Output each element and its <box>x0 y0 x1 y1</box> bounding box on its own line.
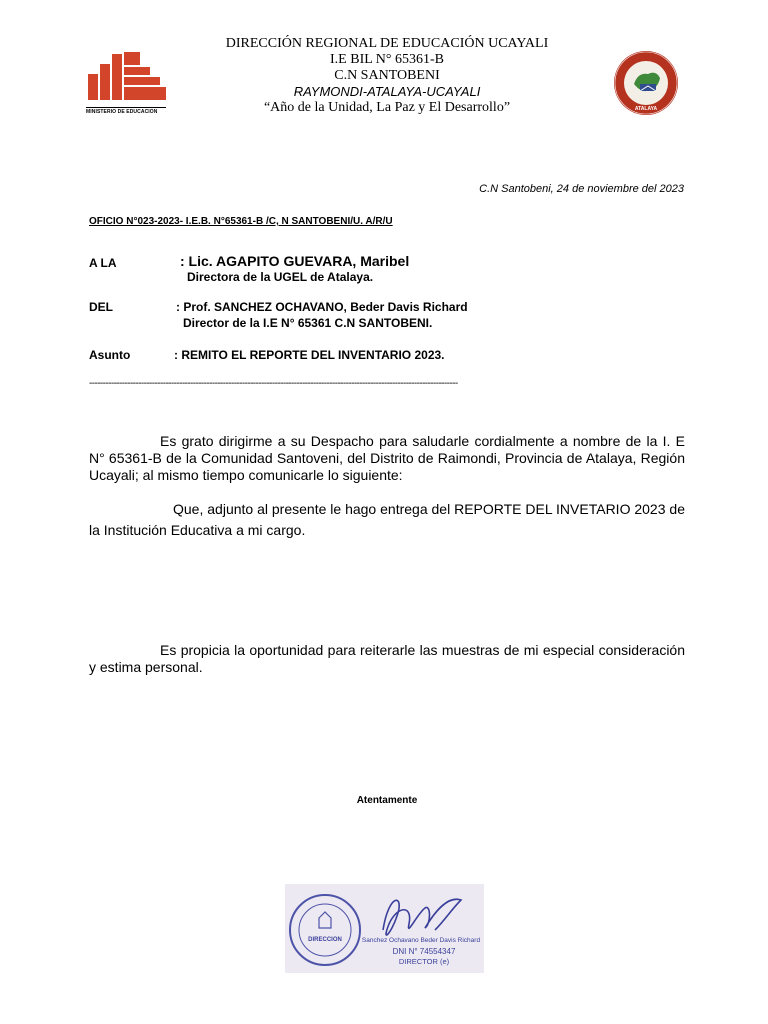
subject-label: Asunto <box>89 348 131 362</box>
stamp-title: DIRECTOR (e) <box>398 957 450 966</box>
seal-bottom-text: ATALAYA <box>634 106 658 112</box>
body-paragraph-3 <box>89 642 685 676</box>
body-paragraph-1-text: Es grato dirigirme a su Despacho para saludarle cordialmente a nombre de la I. E N° 65361-B de la Comunidad Santoveni, del Distrito de Raimondi, Provincia de Atalaya, Región Ucayali; al mismo tiempo comunicarle lo siguiente: <box>89 433 685 483</box>
oficio-reference: OFICIO N°023-2023- I.E.B. N°65361-B /C, N SANTOBENI/U. A/R/U <box>89 216 393 227</box>
sender-label: DEL <box>89 300 113 314</box>
seal-text: DIRECCION <box>308 937 342 943</box>
signature-stamp <box>285 884 484 973</box>
letterhead-line-5: “Año de la Unidad, La Paz y El Desarrollo” <box>263 100 511 115</box>
stamp-dni: DNI N° 74554347 <box>392 947 456 956</box>
dashed-divider: --------------------------------------------------------------------------------------------------------------------------------------- <box>89 378 458 389</box>
sender-role: Director de la I.E N° 65361 C.N SANTOBENI. <box>183 316 433 330</box>
subject-value: : REMITO EL REPORTE DEL INVENTARIO 2023. <box>174 348 445 362</box>
letter-date: C.N Santobeni, 24 de noviembre del 2023 <box>479 183 684 195</box>
letterhead-line-1: DIRECCIÓN REGIONAL DE EDUCACIÓN UCAYALI <box>225 36 549 51</box>
letterhead-line-2: I.E BIL N° 65361-B <box>330 52 444 67</box>
body-paragraph-2-text: Que, adjunto al presente le hago entrega del REPORTE DEL INVETARIO 2023 de la Institución Educativa a mi cargo. <box>89 501 685 538</box>
recipient-name: : Lic. AGAPITO GUEVARA, Maribel <box>180 253 410 269</box>
recipient-label: A LA <box>89 256 117 270</box>
body-paragraph-3-text: Es propicia la oportunidad para reiterarle las muestras de mi especial consideración y estima personal. <box>89 642 685 675</box>
letterhead-line-4: RAYMONDI-ATALAYA-UCAYALI <box>293 84 481 99</box>
ministry-logo <box>86 50 166 116</box>
closing-text: Atentamente <box>356 795 418 806</box>
ugel-seal <box>606 50 686 116</box>
letterhead-line-3: C.N SANTOBENI <box>334 68 440 83</box>
stamp-name: Sanchez Ochavano Beder Davis Richard <box>361 937 481 944</box>
sender-name: : Prof. SANCHEZ OCHAVANO, Beder Davis Richard <box>176 300 468 314</box>
ministry-caption: MINISTERIO DE EDUCACION <box>86 107 166 115</box>
recipient-role: Directora de la UGEL de Atalaya. <box>187 270 374 284</box>
body-paragraph-2 <box>89 499 685 541</box>
letterhead <box>180 36 594 116</box>
body-paragraph-1 <box>89 433 685 484</box>
